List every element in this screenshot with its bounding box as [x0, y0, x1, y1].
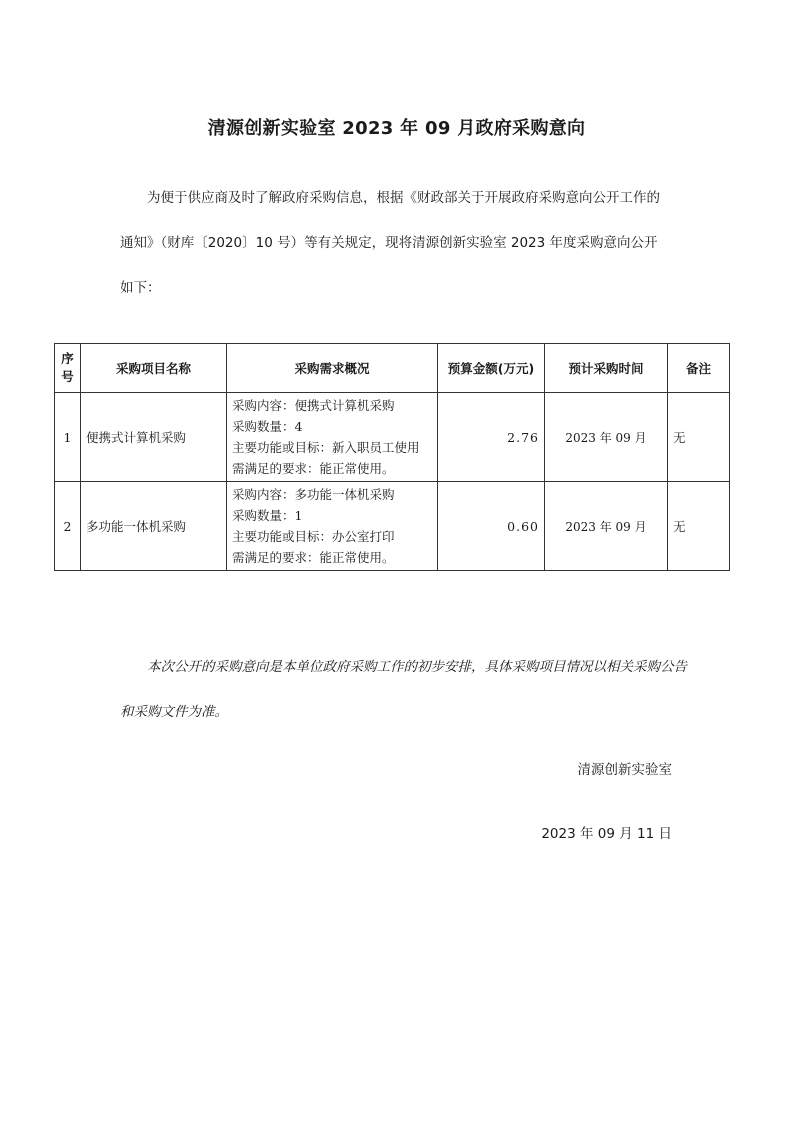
cell-budget: 2.76 [438, 393, 545, 482]
header-seq-line1: 序 [61, 351, 74, 366]
requirement-line: 采购数量：4 [232, 419, 303, 434]
requirement-line: 采购数量：1 [232, 508, 303, 523]
signature-organization: 清源创新实验室 [577, 762, 672, 778]
intro-line: 通知》（财库〔2020〕10 号）等有关规定，现将清源创新实验室 2023 年度采购意向公开 [120, 235, 658, 251]
header-note: 备注 [668, 344, 730, 393]
cell-requirement [227, 393, 438, 482]
closing-paragraph [120, 645, 687, 735]
header-project-name: 采购项目名称 [81, 344, 227, 393]
requirement-line: 采购内容：便携式计算机采购 [232, 398, 395, 413]
cell-note: 无 [668, 482, 730, 571]
closing-line: 和采购文件为准。 [120, 704, 228, 720]
cell-budget: 0.60 [438, 482, 545, 571]
signature-date: 2023 年 09 月 11 日 [541, 826, 672, 842]
table-row [55, 482, 730, 571]
header-budget: 预算金额(万元) [438, 344, 545, 393]
cell-time: 2023 年 09 月 [545, 482, 668, 571]
cell-seq: 1 [55, 393, 81, 482]
header-requirement: 采购需求概况 [227, 344, 438, 393]
intro-line: 如下： [120, 280, 161, 296]
closing-line: 本次公开的采购意向是本单位政府采购工作的初步安排，具体采购项目情况以相关采购公告 [147, 659, 687, 675]
page-title: 清源创新实验室 2023 年 09 月政府采购意向 [207, 118, 586, 139]
requirement-line: 需满足的要求：能正常使用。 [232, 461, 395, 476]
table-header-row [55, 344, 730, 393]
cell-project-name: 便携式计算机采购 [81, 393, 227, 482]
procurement-table [54, 343, 730, 571]
cell-requirement [227, 482, 438, 571]
requirement-line: 需满足的要求：能正常使用。 [232, 550, 395, 565]
cell-time: 2023 年 09 月 [545, 393, 668, 482]
header-seq [55, 344, 81, 393]
cell-seq: 2 [55, 482, 81, 571]
intro-paragraph [120, 176, 680, 311]
requirement-line: 采购内容：多功能一体机采购 [232, 487, 395, 502]
requirement-line: 主要功能或目标：办公室打印 [232, 529, 395, 544]
requirement-line: 主要功能或目标：新入职员工使用 [232, 440, 420, 455]
intro-line: 为便于供应商及时了解政府采购信息，根据《财政部关于开展政府采购意向公开工作的 [147, 190, 660, 206]
cell-project-name: 多功能一体机采购 [81, 482, 227, 571]
header-seq-line2: 号 [61, 369, 74, 384]
cell-note: 无 [668, 393, 730, 482]
table-row [55, 393, 730, 482]
header-time: 预计采购时间 [545, 344, 668, 393]
